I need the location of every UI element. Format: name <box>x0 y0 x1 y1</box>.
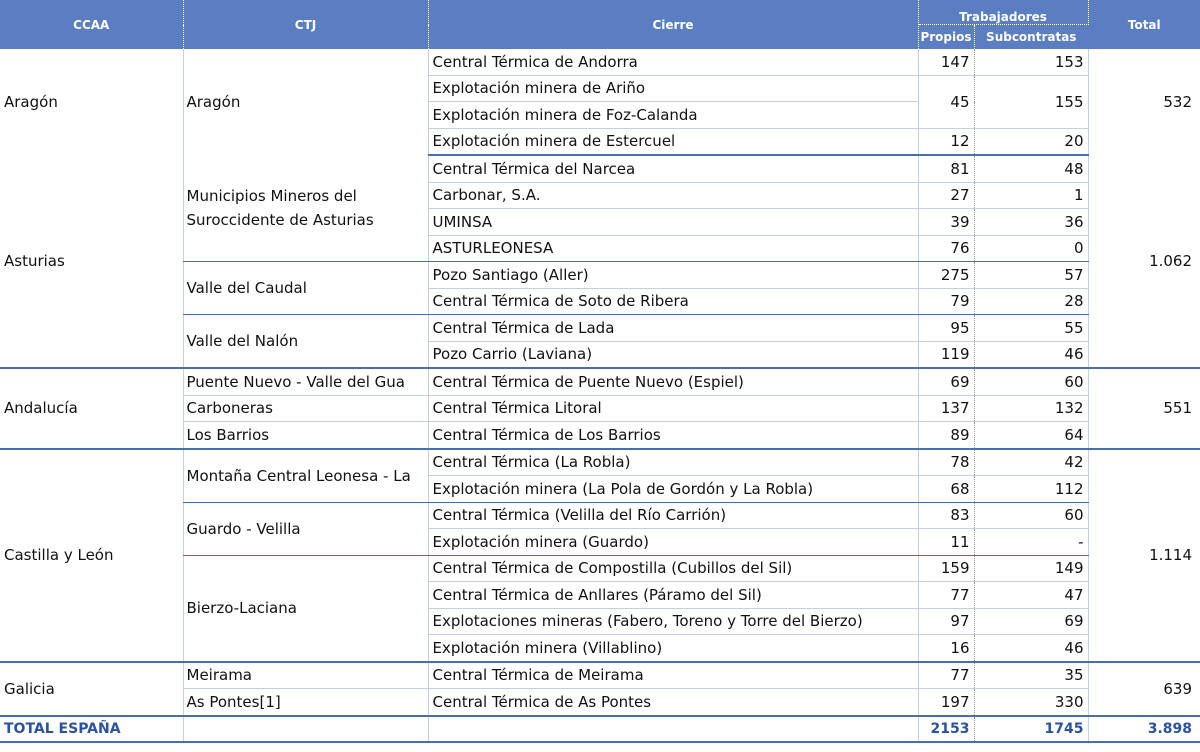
ccaa-cell: Galicia <box>4 679 55 698</box>
subcontratas-cell: 46 <box>974 635 1088 662</box>
cierre-cell: Pozo Carrio (Laviana) <box>428 341 918 368</box>
cierre-cell: Explotación minera de Ariño <box>428 75 918 102</box>
grand-total: 3.898 <box>1088 716 1200 742</box>
table-header <box>0 0 1200 49</box>
table-row <box>0 155 1200 182</box>
subcontratas-cell: - <box>974 529 1088 556</box>
table-row <box>0 368 1200 395</box>
ctj-cell: As Pontes[1] <box>183 689 428 716</box>
subcontratas-cell: 28 <box>974 288 1088 315</box>
propios-cell: 89 <box>918 422 974 449</box>
propios-cell: 79 <box>918 288 974 315</box>
cierre-cell: Central Térmica de Soto de Ribera <box>428 288 918 315</box>
propios-cell: 45 <box>918 75 974 128</box>
table-row <box>0 49 1200 75</box>
header-trabajadores-label: Trabajadores <box>959 10 1047 24</box>
subcontratas-cell: 69 <box>974 608 1088 635</box>
ctj-cell: Aragón <box>183 49 428 155</box>
propios-cell: 95 <box>918 315 974 342</box>
ctj-cell <box>183 155 428 262</box>
table-row <box>0 449 1200 476</box>
subcontratas-cell: 57 <box>974 262 1088 289</box>
propios-cell: 97 <box>918 608 974 635</box>
propios-cell: 11 <box>918 529 974 556</box>
total-ctj-empty <box>183 716 428 742</box>
header-cierre: Cierre <box>428 0 918 49</box>
cierre-cell: Central Térmica de Puente Nuevo (Espiel) <box>428 368 918 395</box>
cierre-cell: Central Térmica (Velilla del Río Carrión) <box>428 502 918 529</box>
subcontratas-cell: 48 <box>974 155 1088 182</box>
ctj-cell: Montaña Central Leonesa - La <box>183 449 428 503</box>
subcontratas-cell: 132 <box>974 395 1088 422</box>
subcontratas-cell: 60 <box>974 502 1088 529</box>
cierre-cell: ASTURLEONESA <box>428 235 918 262</box>
total-cell: 1.114 <box>1088 449 1200 662</box>
subcontratas-cell: 60 <box>974 368 1088 395</box>
propios-cell: 12 <box>918 128 974 155</box>
cierre-cell: Explotación minera de Estercuel <box>428 128 918 155</box>
header-ctj: CTJ <box>183 0 428 49</box>
subcontratas-cell: 35 <box>974 662 1088 689</box>
ctj-cell: Los Barrios <box>183 422 428 449</box>
cierre-cell: Explotaciones mineras (Fabero, Toreno y Torre del Bierzo) <box>428 608 918 635</box>
propios-cell: 137 <box>918 395 974 422</box>
ccaa-cell: Castilla y León <box>0 449 183 662</box>
subcontratas-cell: 330 <box>974 689 1088 716</box>
subcontratas-cell: 47 <box>974 582 1088 609</box>
ctj-cell: Puente Nuevo - Valle del Gua <box>183 368 428 395</box>
cierre-cell: Central Térmica de As Pontes <box>428 689 918 716</box>
ccaa-cell: Aragón <box>4 93 58 111</box>
cierre-cell: Central Térmica de Los Barrios <box>428 422 918 449</box>
propios-cell: 27 <box>918 182 974 209</box>
ctj-cell: Valle del Caudal <box>183 262 428 315</box>
header-total: Total <box>1088 0 1200 49</box>
propios-cell: 83 <box>918 502 974 529</box>
propios-cell: 77 <box>918 662 974 689</box>
subcontratas-cell: 149 <box>974 555 1088 582</box>
cierre-cell: Central Térmica (La Robla) <box>428 449 918 476</box>
total-label: TOTAL ESPAÑA <box>0 716 183 742</box>
propios-cell: 76 <box>918 235 974 262</box>
subcontratas-cell: 155 <box>974 75 1088 128</box>
propios-cell: 275 <box>918 262 974 289</box>
header-propios: Propios <box>918 25 974 50</box>
propios-cell: 159 <box>918 555 974 582</box>
propios-cell: 119 <box>918 341 974 368</box>
total-cell: 532 <box>1163 93 1193 111</box>
ctj-cell: Valle del Nalón <box>183 315 428 369</box>
propios-cell: 39 <box>918 209 974 236</box>
subcontratas-cell: 20 <box>974 128 1088 155</box>
total-subcontratas: 1745 <box>974 716 1088 742</box>
subcontratas-cell: 64 <box>974 422 1088 449</box>
ctj-cell: Guardo - Velilla <box>183 502 428 555</box>
ctj-cell: Carboneras <box>183 395 428 422</box>
total-cell: 551 <box>1088 368 1200 449</box>
subcontratas-cell: 55 <box>974 315 1088 342</box>
ctj-cell: Bierzo-Laciana <box>183 555 428 662</box>
ctj-line: Municipios Mineros del <box>186 187 357 205</box>
cierre-cell: Central Térmica Litoral <box>428 395 918 422</box>
subcontratas-cell: 1 <box>974 182 1088 209</box>
cierre-cell: Central Térmica del Narcea <box>428 155 918 182</box>
subcontratas-cell: 36 <box>974 209 1088 236</box>
total-cell: 1.062 <box>1088 155 1200 368</box>
cierre-cell: Central Térmica de Compostilla (Cubillos del Sil) <box>428 555 918 582</box>
propios-cell: 16 <box>918 635 974 662</box>
cierre-cell: Carbonar, S.A. <box>428 182 918 209</box>
subcontratas-cell: 153 <box>974 49 1088 75</box>
cierre-cell: Central Térmica de Lada <box>428 315 918 342</box>
header-ccaa: CCAA <box>0 0 183 49</box>
table-row <box>0 662 1200 689</box>
cierre-cell: Pozo Santiago (Aller) <box>428 262 918 289</box>
cierre-cell: Central Térmica de Anllares (Páramo del Sil) <box>428 582 918 609</box>
subcontratas-cell: 0 <box>974 235 1088 262</box>
ctj-cell: Meirama <box>183 662 428 689</box>
cierre-cell: Explotación minera (Villablino) <box>428 635 918 662</box>
subcontratas-cell: 42 <box>974 449 1088 476</box>
cierre-cell: Explotación minera (Guardo) <box>428 529 918 556</box>
total-cell: 639 <box>1163 679 1193 698</box>
total-cierre-empty <box>428 716 918 742</box>
propios-cell: 78 <box>918 449 974 476</box>
cierre-cell: Explotación minera (La Pola de Gordón y La Robla) <box>428 476 918 503</box>
propios-cell: 197 <box>918 689 974 716</box>
subcontratas-cell: 46 <box>974 341 1088 368</box>
subcontratas-cell: 112 <box>974 476 1088 503</box>
propios-cell: 77 <box>918 582 974 609</box>
cierre-cell: UMINSA <box>428 209 918 236</box>
ctj-line: Suroccidente de Asturias <box>186 211 374 229</box>
propios-cell: 81 <box>918 155 974 182</box>
propios-cell: 68 <box>918 476 974 503</box>
propios-cell: 147 <box>918 49 974 75</box>
propios-cell: 69 <box>918 368 974 395</box>
header-subcontratas: Subcontratas <box>974 25 1088 50</box>
header-trabajadores <box>918 0 1088 25</box>
cierre-cell: Central Térmica de Meirama <box>428 662 918 689</box>
ccaa-cell: Andalucía <box>0 368 183 449</box>
ccaa-cell: Asturias <box>0 155 183 368</box>
total-propios: 2153 <box>918 716 974 742</box>
total-row <box>0 716 1200 742</box>
cierre-cell: Explotación minera de Foz-Calanda <box>428 102 918 129</box>
cierre-cell: Central Térmica de Andorra <box>428 49 918 75</box>
